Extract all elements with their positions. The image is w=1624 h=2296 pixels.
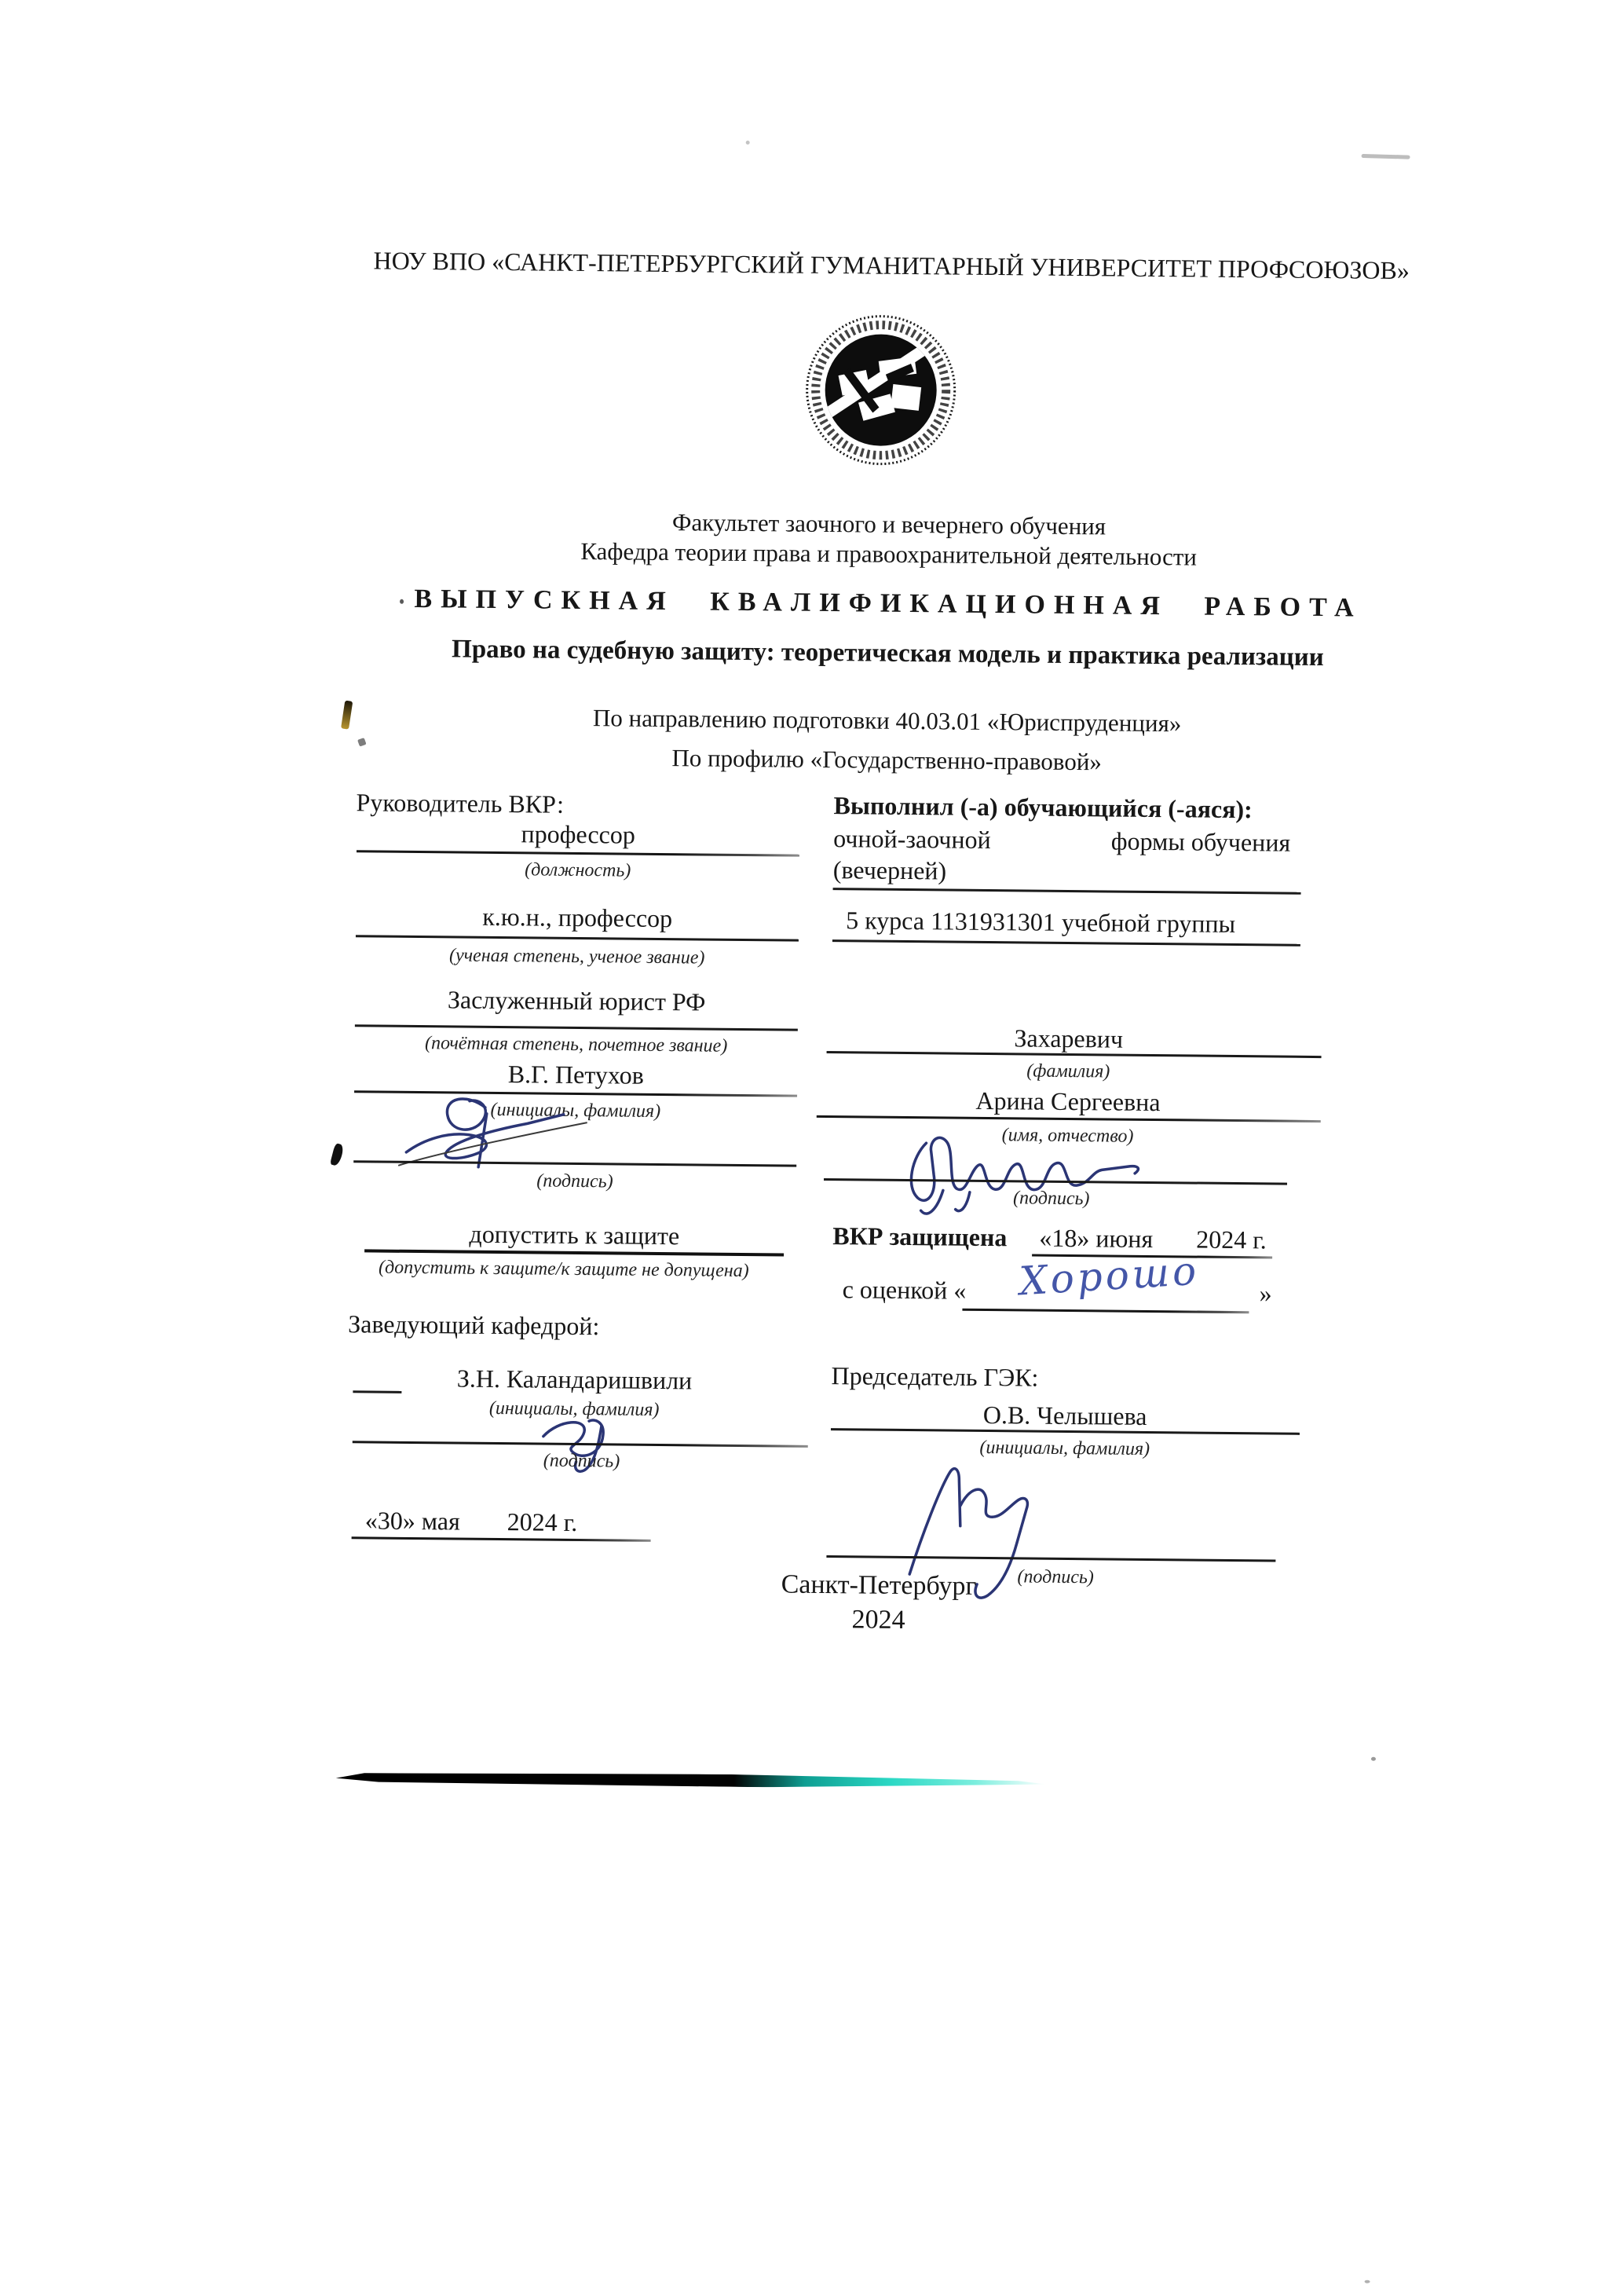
admission-head-name: З.Н. Каландаришвили bbox=[456, 1364, 693, 1395]
defense-date-year: 2024 г. bbox=[1196, 1225, 1267, 1254]
footer-city: Санкт-Петербург bbox=[781, 1569, 977, 1601]
org-name: НОУ ВПО «САНКТ-ПЕТЕРБУРГСКИЙ ГУМАНИТАРНЫЙ УНИВЕРСИТЕТ ПРОФСОЮЗОВ» bbox=[373, 246, 1410, 285]
student-label: Выполнил (-а) обучающийся (-аяся): bbox=[833, 791, 1253, 824]
supervisor-degree: к.ю.н., профессор bbox=[482, 902, 673, 933]
thesis-title: Право на судебную защиту: теоретическая модель и практика реализации bbox=[451, 635, 1324, 672]
student-sign-caption: (подпись) bbox=[1012, 1188, 1090, 1210]
student-given-name-caption: (имя, отчество) bbox=[1001, 1125, 1134, 1147]
profile-line: По профилю «Государственно-правовой» bbox=[671, 744, 1103, 776]
faculty-line: Факультет заочного и вечернего обучения bbox=[671, 508, 1106, 540]
supervisor-name-caption: (инициалы, фамилия) bbox=[490, 1099, 661, 1122]
student-surname-caption: (фамилия) bbox=[1026, 1060, 1110, 1082]
defense-grade-handwritten: Хорошо bbox=[1018, 1247, 1201, 1305]
defense-date-day: «18» июня bbox=[1039, 1223, 1154, 1254]
defense-grade-line bbox=[962, 1309, 1249, 1314]
admission-date-line bbox=[352, 1536, 651, 1542]
defense-sign-caption: (подпись) bbox=[1017, 1566, 1094, 1588]
admission-date-year: 2024 г. bbox=[507, 1507, 578, 1537]
admission-sign-caption: (подпись) bbox=[543, 1450, 620, 1472]
scan-artifact-dot-bottom bbox=[1365, 2280, 1370, 2283]
scan-artifact-speck-top bbox=[746, 141, 750, 145]
supervisor-label: Руководитель ВКР: bbox=[356, 788, 565, 818]
scan-artifact-bar bbox=[336, 1771, 1047, 1790]
work-type-title: ВЫПУСКНАЯ КВАЛИФИКАЦИОННАЯ РАБОТА bbox=[414, 584, 1362, 623]
supervisor-honor-line bbox=[355, 1024, 798, 1031]
scan-artifact-dash bbox=[1362, 154, 1410, 159]
supervisor-position-caption: (должность) bbox=[525, 859, 631, 881]
supervisor-name: В.Г. Петухов bbox=[507, 1060, 644, 1089]
scan-artifact-dot-right bbox=[1371, 1757, 1376, 1761]
scan-artifact-dot-left bbox=[400, 599, 404, 604]
admission-head-name-caption: (инициалы, фамилия) bbox=[488, 1397, 660, 1420]
supervisor-signature bbox=[392, 1089, 605, 1182]
admission-date-day: «30» мая bbox=[364, 1506, 460, 1536]
defense-chair-label: Председатель ГЭК: bbox=[831, 1361, 1039, 1392]
defense-grade-label: с оценкой « bbox=[842, 1275, 967, 1305]
student-form-left: очной-заочной bbox=[833, 824, 991, 855]
defense-chair-name: О.В. Челышева bbox=[982, 1400, 1147, 1430]
supervisor-degree-caption: (ученая степень, ученое звание) bbox=[448, 945, 705, 969]
supervisor-honor-caption: (почётная степень, почетное звание) bbox=[424, 1033, 728, 1056]
university-seal-icon bbox=[803, 313, 959, 468]
admission-decision-caption: (допустить к защите/к защите не допущена) bbox=[378, 1257, 749, 1282]
supervisor-honor: Заслуженный юрист РФ bbox=[447, 985, 706, 1016]
supervisor-position: профессор bbox=[521, 819, 636, 849]
direction-line: По направлению подготовки 40.03.01 «Юриспруденция» bbox=[592, 704, 1182, 738]
scan-artifact-comma bbox=[330, 1143, 345, 1166]
footer-year: 2024 bbox=[851, 1605, 905, 1635]
supervisor-degree-line bbox=[356, 935, 799, 941]
student-form-right: формы обучения bbox=[1110, 826, 1291, 857]
supervisor-position-line bbox=[357, 850, 799, 856]
supervisor-sign-caption: (подпись) bbox=[536, 1170, 613, 1192]
student-given-name: Арина Сергеевна bbox=[975, 1086, 1161, 1117]
defense-chair-name-caption: (инициалы, фамилия) bbox=[979, 1437, 1150, 1459]
student-group: 5 курса 1131931301 учебной группы bbox=[846, 906, 1236, 939]
department-line: Кафедра теории права и правоохранительной деятельности bbox=[580, 536, 1198, 571]
student-group-line bbox=[832, 939, 1300, 947]
student-form-line-rule bbox=[833, 888, 1301, 895]
defense-label: ВКР защищена bbox=[832, 1221, 1008, 1252]
admission-decision: допустить к защите bbox=[469, 1219, 680, 1251]
student-form-note: (вечерней) bbox=[832, 855, 947, 885]
student-surname: Захаревич bbox=[1014, 1023, 1124, 1053]
defense-grade-close: » bbox=[1259, 1279, 1272, 1308]
admission-head-label: Заведующий кафедрой: bbox=[348, 1309, 600, 1341]
admission-head-name-line-fragment bbox=[353, 1390, 401, 1393]
admission-date bbox=[365, 1505, 578, 1537]
student-form-line bbox=[833, 823, 1290, 858]
